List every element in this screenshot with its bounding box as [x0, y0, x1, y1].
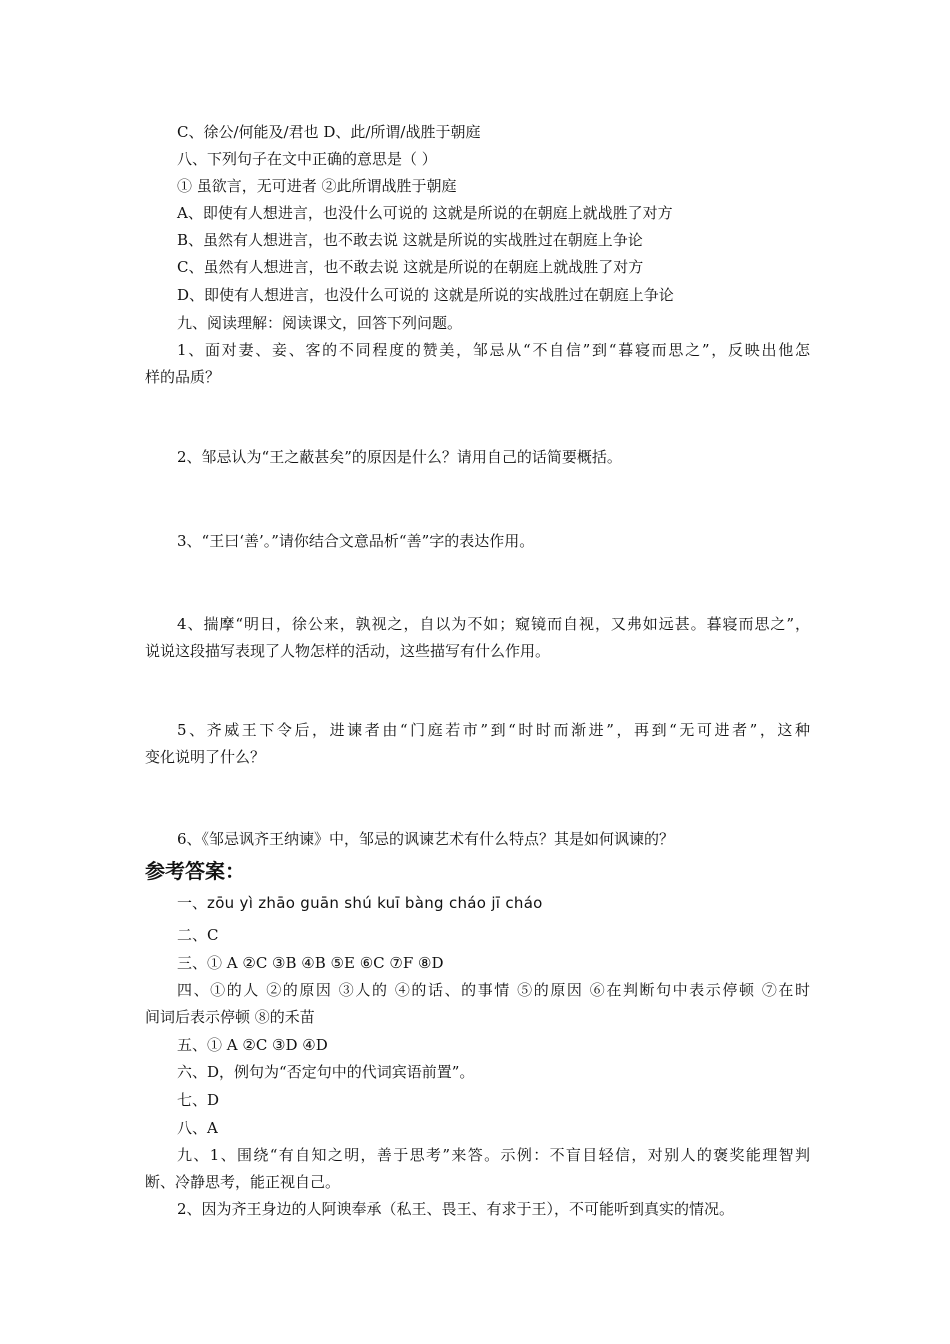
answer-6: 六、D，例句为“否定句中的代词宾语前置”。: [177, 1063, 475, 1081]
answer-4-line2: 间词后表示停顿 ⑧的禾苗: [145, 1008, 315, 1026]
answer-1-pinyin: zōu yì zhāo guān shú kuī bàng cháo jī cháo: [207, 894, 543, 912]
answer-2: 二、C: [177, 926, 219, 944]
q9-6: 6、《邹忌讽齐王纳谏》中，邹忌的讽谏艺术有什么特点？其是如何讽谏的？: [177, 830, 675, 848]
q9-5-line2: 变化说明了什么？: [145, 748, 266, 766]
answer-4-line1: 四、①的人 ②的原因 ③人的 ④的话、的事情 ⑤的原因 ⑥在判断句中表示停顿 ⑦在时: [177, 981, 810, 999]
answer-9-line1: 九、1、围绕“有自知之明，善于思考”来答。示例：不盲目轻信，对别人的褒奖能理智判: [177, 1146, 810, 1164]
q8-option-c: C、虽然有人想进言，也不敢去说 这就是所说的在朝庭上就战胜了对方: [177, 258, 644, 276]
q9-3: 3、“王曰‘善’。”请你结合文意品析“善”字的表达作用。: [177, 532, 535, 550]
answer-1: [177, 890, 810, 917]
q9-1-line1: 1、面对妻、妾、客的不同程度的赞美，邹忌从“不自信”到“暮寝而思之”，反映出他怎: [177, 341, 810, 359]
answer-5: 五、① A ②C ③D ④D: [177, 1036, 328, 1054]
answers-heading: 参考答案：: [145, 859, 245, 883]
q9-2: 2、邹忌认为“王之蔽甚矣”的原因是什么？请用自己的话简要概括。: [177, 448, 622, 466]
q8-option-b: B、虽然有人想进言，也不敢去说 这就是所说的实战胜过在朝庭上争论: [177, 231, 643, 249]
answer-3: 三、① A ②C ③B ④B ⑤E ⑥C ⑦F ⑧D: [177, 954, 444, 972]
q8-option-d: D、即使有人想进言，也没什么可说的 这就是所说的实战胜过在朝庭上争论: [177, 286, 674, 304]
q9-4-line1: 4、揣摩“明日，徐公来，孰视之，自以为不如；窥镜而自视，又弗如远甚。暮寝而思之”，: [177, 615, 810, 633]
q8-option-a: A、即使有人想进言，也没什么可说的 这就是所说的在朝庭上就战胜了对方: [177, 204, 673, 222]
q9-5-line1: 5、齐威王下令后，进谏者由“门庭若市”到“时时而渐进”，再到“无可进者”，这种: [177, 721, 810, 739]
q9-1-line2: 样的品质？: [145, 368, 221, 386]
answer-9-2: 2、因为齐王身边的人阿谀奉承（私王、畏王、有求于王），不可能听到真实的情况。: [177, 1200, 735, 1218]
q9-4-line2: 说说这段描写表现了人物怎样的活动，这些描写有什么作用。: [145, 642, 551, 660]
answer-9-line2: 断、冷静思考，能正视自己。: [145, 1173, 341, 1191]
answer-1-label: 一、: [177, 894, 208, 912]
q8-sentences: ① 虽欲言，无可进者 ②此所谓战胜于朝庭: [177, 177, 457, 195]
answer-8: 八、A: [177, 1119, 218, 1137]
q8-prompt: 八、下列句子在文中正确的意思是（ ）: [177, 150, 437, 168]
answer-7: 七、D: [177, 1091, 220, 1109]
q9-prompt: 九、阅读理解：阅读课文，回答下列问题。: [177, 314, 463, 332]
q7-options-cd: C、徐公/何能及/君也 D、此/所谓/战胜于朝庭: [177, 123, 481, 141]
